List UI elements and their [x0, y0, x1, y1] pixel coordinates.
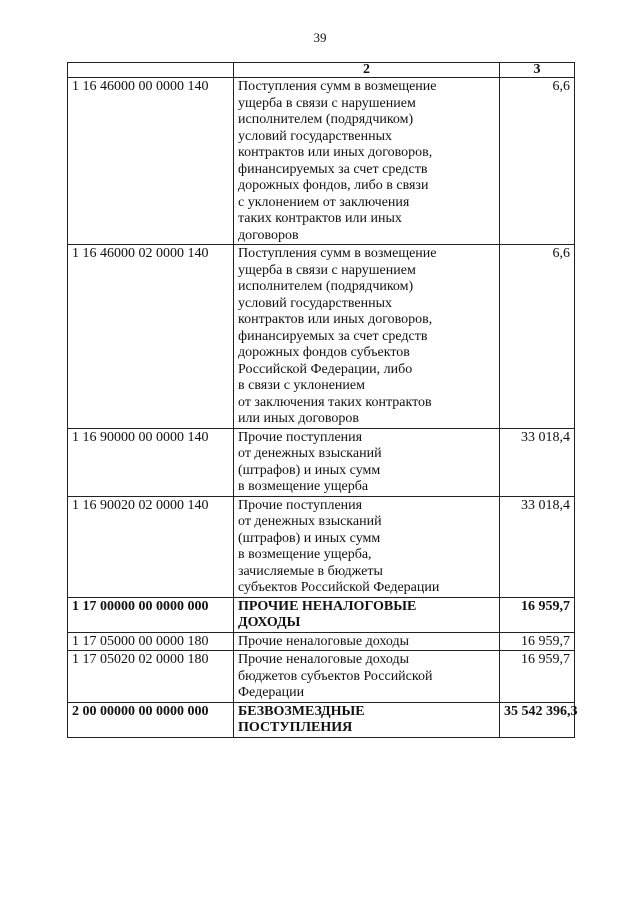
- description-cell: Прочие поступления от денежных взысканий (штрафов) и иных сумм в возмещение ущерба: [234, 428, 500, 496]
- revenue-table: [67, 62, 578, 738]
- table-row: [68, 496, 575, 597]
- header-cell-description: 2: [234, 63, 500, 78]
- page-number: 39: [313, 30, 327, 45]
- description-cell: Прочие поступления от денежных взысканий (штрафов) и иных сумм в возмещение ущерба, зачисляемые в бюджеты субъектов Российской Федерации: [234, 496, 500, 597]
- code-cell: 1 16 46000 00 0000 140: [68, 78, 234, 245]
- code-cell: 1 17 00000 00 0000 000: [68, 597, 234, 632]
- amount-cell: 6,6: [500, 245, 575, 429]
- amount-cell: 16 959,7: [500, 632, 575, 651]
- table-row: [68, 78, 575, 245]
- description-cell: Поступления сумм в возмещение ущерба в связи с нарушением исполнителем (подрядчиком) условий государственных контрактов или иных договоров, финансируемых за счет средств дорожных фондов, либо в связи с уклонением от заключения таких контрактов или иных договоров: [234, 78, 500, 245]
- amount-cell: 33 018,4: [500, 428, 575, 496]
- table-body: [68, 62, 578, 738]
- code-cell: 1 16 90020 02 0000 140: [68, 496, 234, 597]
- table-header-row: [68, 63, 575, 78]
- description-cell: Прочие неналоговые доходы: [234, 632, 500, 651]
- code-cell: 2 00 00000 00 0000 000: [68, 702, 234, 737]
- table-row: [68, 428, 575, 496]
- header-cell-amount: 3: [500, 63, 575, 78]
- table-row: [68, 632, 575, 651]
- amount-cell: 35 542 396,3: [500, 702, 575, 737]
- table-row: [68, 651, 575, 703]
- description-cell: ПРОЧИЕ НЕНАЛОГОВЫЕ ДОХОДЫ: [234, 597, 500, 632]
- header-cell-code: [68, 63, 234, 78]
- amount-cell: 16 959,7: [500, 597, 575, 632]
- description-cell: Прочие неналоговые доходы бюджетов субъектов Российской Федерации: [234, 651, 500, 703]
- table-row: [68, 597, 575, 632]
- amount-cell: 33 018,4: [500, 496, 575, 597]
- code-cell: 1 16 46000 02 0000 140: [68, 245, 234, 429]
- amount-cell: 16 959,7: [500, 651, 575, 703]
- description-cell: БЕЗВОЗМЕЗДНЫЕ ПОСТУПЛЕНИЯ: [234, 702, 500, 737]
- code-cell: 1 17 05020 02 0000 180: [68, 651, 234, 703]
- table-row: [68, 245, 575, 429]
- description-cell: Поступления сумм в возмещение ущерба в связи с нарушением исполнителем (подрядчиком) условий государственных контрактов или иных договоров, финансируемых за счет средств дорожных фондов субъектов Российской Федерации, либо в связи с уклонением от заключения таких контрактов или иных договоров: [234, 245, 500, 429]
- table-row: [68, 702, 575, 737]
- code-cell: 1 17 05000 00 0000 180: [68, 632, 234, 651]
- code-cell: 1 16 90000 00 0000 140: [68, 428, 234, 496]
- amount-cell: 6,6: [500, 78, 575, 245]
